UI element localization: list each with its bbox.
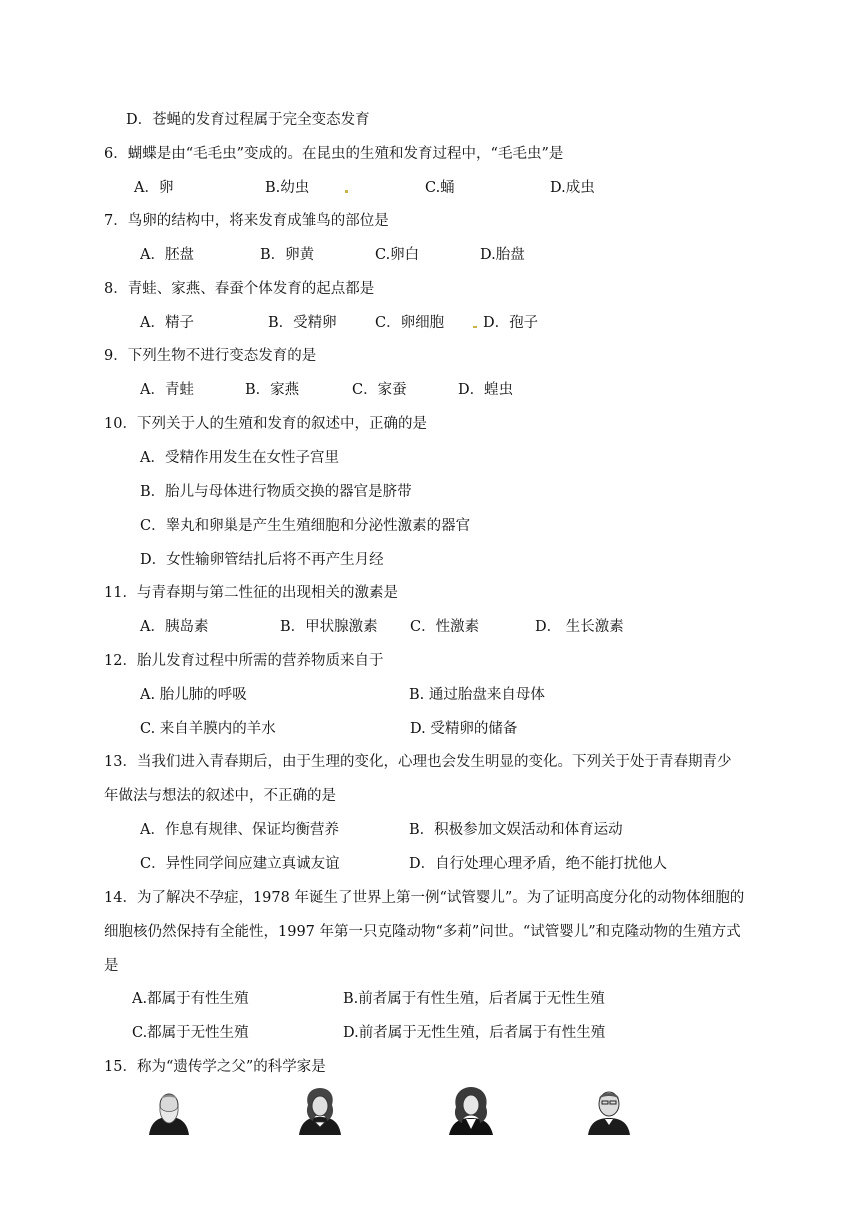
q14-option-a: A.都属于有性生殖 xyxy=(132,991,249,1007)
q6-option-b: B.幼虫 xyxy=(265,180,310,196)
q11-option-c: C．性激素 xyxy=(410,619,480,635)
q8-option-a: A．精子 xyxy=(140,315,194,331)
q14-stem-line1: 14．为了解决不孕症，1978 年诞生了世界上第一例“试管婴儿”。为了证明高度分化的动物体细胞的 xyxy=(104,890,745,906)
q13-option-a: A．作息有规律、保证均衡营养 xyxy=(140,822,339,838)
q14-stem-line3: 是 xyxy=(104,958,119,974)
q8-option-d: D．孢子 xyxy=(483,315,539,331)
q5-option-d: D．苍蝇的发育过程属于完全变态发育 xyxy=(126,112,370,128)
q11-option-b: B．甲状腺激素 xyxy=(280,619,378,635)
q14-option-b: B.前者属于有性生殖，后者属于无性生殖 xyxy=(343,991,605,1007)
portrait-image-4 xyxy=(586,1085,632,1135)
q14-stem-line2: 细胞核仍然保持有全能性，1997 年第一只克隆动物“多莉”问世。“试管婴儿”和克隆动物的生殖方式 xyxy=(104,924,741,940)
q8-option-b: B．受精卵 xyxy=(268,315,337,331)
q9-option-c: C．家蚕 xyxy=(352,382,407,398)
q12-option-a: A. 胎儿肺的呼吸 xyxy=(140,687,247,703)
q13-stem-line1: 13．当我们进入青春期后，由于生理的变化，心理也会发生明显的变化。下列关于处于青春期青少 xyxy=(104,754,732,770)
q7-option-c: C.卵白 xyxy=(375,247,420,263)
q12-option-b: B. 通过胎盘来自母体 xyxy=(409,687,545,703)
q13-option-c: C．异性同学间应建立真诚友谊 xyxy=(140,856,340,872)
q10-stem: 10．下列关于人的生殖和发育的叙述中，正确的是 xyxy=(104,416,427,432)
portrait-image-1 xyxy=(145,1087,193,1135)
q9-option-d: D．蝗虫 xyxy=(458,382,514,398)
q6-option-c: C.蛹 xyxy=(425,180,455,196)
q9-option-b: B．家燕 xyxy=(245,382,300,398)
q8-stem: 8．青蛙、家燕、春蚕个体发育的起点都是 xyxy=(104,281,375,297)
q12-option-c: C. 来自羊膜内的羊水 xyxy=(140,721,276,737)
q10-option-a: A．受精作用发生在女性子宫里 xyxy=(140,450,339,466)
q10-option-b: B．胎儿与母体进行物质交换的器官是脐带 xyxy=(140,484,412,500)
q11-option-d: D． 生长激素 xyxy=(535,619,624,635)
scan-dot xyxy=(345,190,348,193)
q7-option-d: D.胎盘 xyxy=(480,247,525,263)
q11-option-a: A．胰岛素 xyxy=(140,619,209,635)
q6-option-a: A．卵 xyxy=(134,180,174,196)
q14-option-d: D.前者属于无性生殖，后者属于有性生殖 xyxy=(343,1025,606,1041)
portrait-image-3 xyxy=(447,1085,495,1135)
q6-stem: 6．蝴蝶是由“毛毛虫”变成的。在昆虫的生殖和发育过程中，“毛毛虫”是 xyxy=(104,146,564,162)
q14-option-c: C.都属于无性生殖 xyxy=(132,1025,249,1041)
q12-option-d: D. 受精卵的储备 xyxy=(410,721,518,737)
q6-option-d: D.成虫 xyxy=(550,180,595,196)
q13-option-b: B．积极参加文娱活动和体育运动 xyxy=(409,822,623,838)
q10-option-d: D．女性输卵管结扎后将不再产生月经 xyxy=(140,552,384,568)
q8-option-c: C．卵细胞 xyxy=(375,315,445,331)
q13-stem-line2: 年做法与想法的叙述中，不正确的是 xyxy=(104,788,336,804)
q7-option-a: A．胚盘 xyxy=(140,247,194,263)
q7-option-b: B．卵黄 xyxy=(260,247,315,263)
q7-stem: 7．鸟卵的结构中，将来发育成雏鸟的部位是 xyxy=(104,213,389,229)
q15-stem: 15．称为“遗传学之父”的科学家是 xyxy=(104,1059,326,1075)
q11-stem: 11．与青春期与第二性征的出现相关的激素是 xyxy=(104,585,398,601)
scan-dot xyxy=(473,326,477,328)
q9-stem: 9．下列生物不进行变态发育的是 xyxy=(104,348,317,364)
q9-option-a: A．青蛙 xyxy=(140,382,194,398)
portrait-image-2 xyxy=(297,1085,343,1135)
q12-stem: 12．胎儿发育过程中所需的营养物质来自于 xyxy=(104,653,384,669)
q10-option-c: C．睾丸和卵巢是产生生殖细胞和分泌性激素的器官 xyxy=(140,518,471,534)
q13-option-d: D．自行处理心理矛盾，绝不能打扰他人 xyxy=(409,856,668,872)
